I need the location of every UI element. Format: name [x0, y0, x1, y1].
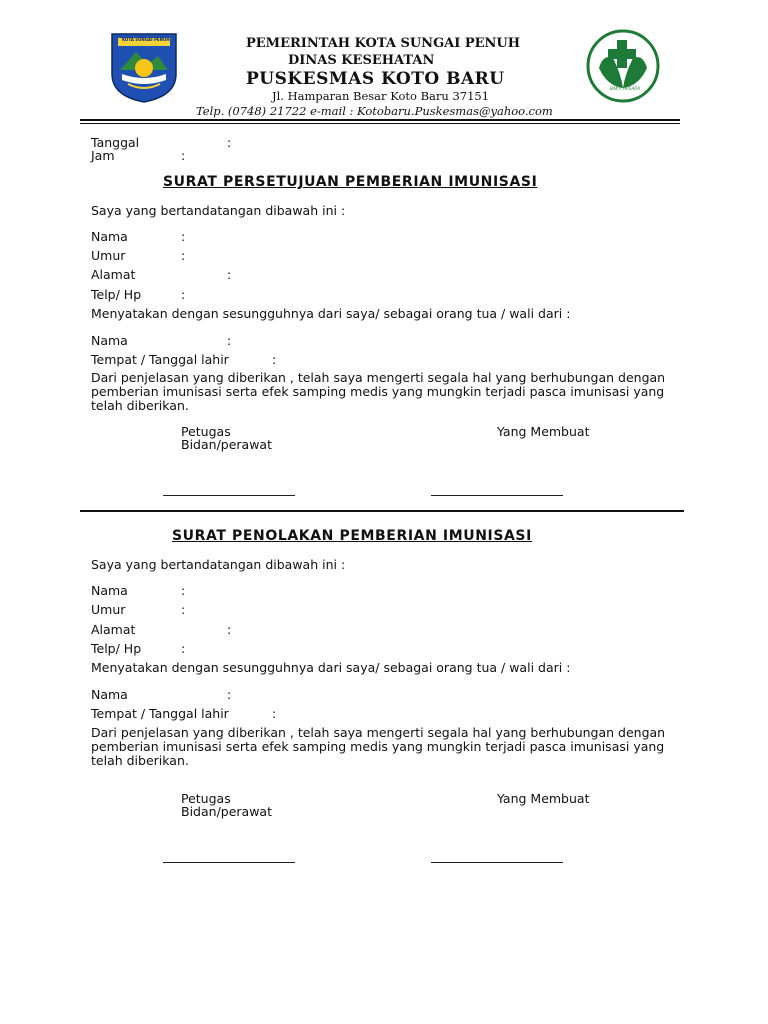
consent-label-child-nama: Nama: [91, 333, 128, 348]
consent-title: SURAT PERSETUJUAN PEMBERIAN IMUNISASI: [163, 174, 538, 190]
label-jam: Jam: [91, 148, 115, 163]
refusal-colon-umur: :: [181, 602, 186, 617]
refusal-colon-alamat: :: [227, 622, 232, 637]
city-emblem-logo: [108, 30, 180, 104]
consent-label-petugas: Petugas: [181, 424, 231, 439]
refusal-intro: Saya yang bertandatangan dibawah ini :: [91, 557, 346, 572]
refusal-explanation: Dari penjelasan yang diberikan , telah saya mengerti segala hal yang berhubungan dengan pemberian imunisasi serta efek samping medis yang mungkin terjadi pasca imunisasi yang telah diberikan.: [91, 725, 666, 768]
bakti-husada-logo: [585, 28, 661, 104]
consent-colon-child-nama: :: [227, 333, 232, 348]
colon-tanggal: :: [227, 135, 232, 150]
refusal-label-telp: Telp/ Hp: [91, 641, 142, 656]
consent-label-nama: Nama: [91, 229, 128, 244]
letterhead-contact: Telp. (0748) 21722 e-mail : Kotobaru.Puskesmas@yahoo.com: [196, 104, 553, 118]
consent-colon-nama: :: [181, 229, 186, 244]
refusal-label-nama: Nama: [91, 583, 128, 598]
refusal-label-child-nama: Nama: [91, 687, 128, 702]
consent-signature-line-maker: [431, 495, 563, 496]
refusal-label-yang-membuat: Yang Membuat: [497, 791, 590, 806]
refusal-signature-line-officer: [163, 862, 295, 863]
consent-signature-line-officer: [163, 495, 295, 496]
refusal-label-ttl: Tempat / Tanggal lahir: [91, 706, 229, 721]
consent-colon-umur: :: [181, 248, 186, 263]
consent-intro: Saya yang bertandatangan dibawah ini :: [91, 203, 346, 218]
consent-explanation: Dari penjelasan yang diberikan , telah saya mengerti segala hal yang berhubungan dengan pemberian imunisasi serta efek samping medis yang mungkin terjadi pasca imunisasi yang telah diberikan.: [91, 370, 666, 413]
section-divider: [80, 510, 684, 512]
refusal-label-alamat: Alamat: [91, 622, 136, 637]
refusal-colon-ttl: :: [272, 706, 277, 721]
colon-jam: :: [181, 148, 186, 163]
refusal-statement: Menyatakan dengan sesungguhnya dari saya/ sebagai orang tua / wali dari :: [91, 660, 571, 675]
consent-label-ttl: Tempat / Tanggal lahir: [91, 352, 229, 367]
bakti-husada-text: BAKTI HUSADA: [610, 86, 641, 91]
letterhead-address: Jl. Hamparan Besar Koto Baru 37151: [272, 89, 490, 103]
refusal-signature-line-maker: [431, 862, 563, 863]
letterhead-rule-thick: [80, 119, 680, 121]
refusal-label-bidan: Bidan/perawat: [181, 804, 272, 819]
consent-label-yang-membuat: Yang Membuat: [497, 424, 590, 439]
city-emblem-text: KOTA SUNGAI PENUH: [122, 37, 170, 42]
refusal-colon-telp: :: [181, 641, 186, 656]
letterhead-line2: DINAS KESEHATAN: [288, 53, 435, 68]
letterhead-rule-thin: [80, 123, 680, 124]
letterhead-line3: PUSKESMAS KOTO BARU: [246, 69, 505, 89]
refusal-label-umur: Umur: [91, 602, 126, 617]
letterhead-line1: PEMERINTAH KOTA SUNGAI PENUH: [246, 36, 521, 51]
consent-label-telp: Telp/ Hp: [91, 287, 142, 302]
consent-colon-ttl: :: [272, 352, 277, 367]
refusal-colon-child-nama: :: [227, 687, 232, 702]
refusal-label-petugas: Petugas: [181, 791, 231, 806]
label-tanggal: Tanggal: [91, 135, 140, 150]
consent-colon-telp: :: [181, 287, 186, 302]
consent-colon-alamat: :: [227, 267, 232, 282]
consent-label-bidan: Bidan/perawat: [181, 437, 272, 452]
consent-label-alamat: Alamat: [91, 267, 136, 282]
consent-statement: Menyatakan dengan sesungguhnya dari saya/ sebagai orang tua / wali dari :: [91, 306, 571, 321]
consent-label-umur: Umur: [91, 248, 126, 263]
refusal-colon-nama: :: [181, 583, 186, 598]
refusal-title: SURAT PENOLAKAN PEMBERIAN IMUNISASI: [172, 528, 532, 544]
